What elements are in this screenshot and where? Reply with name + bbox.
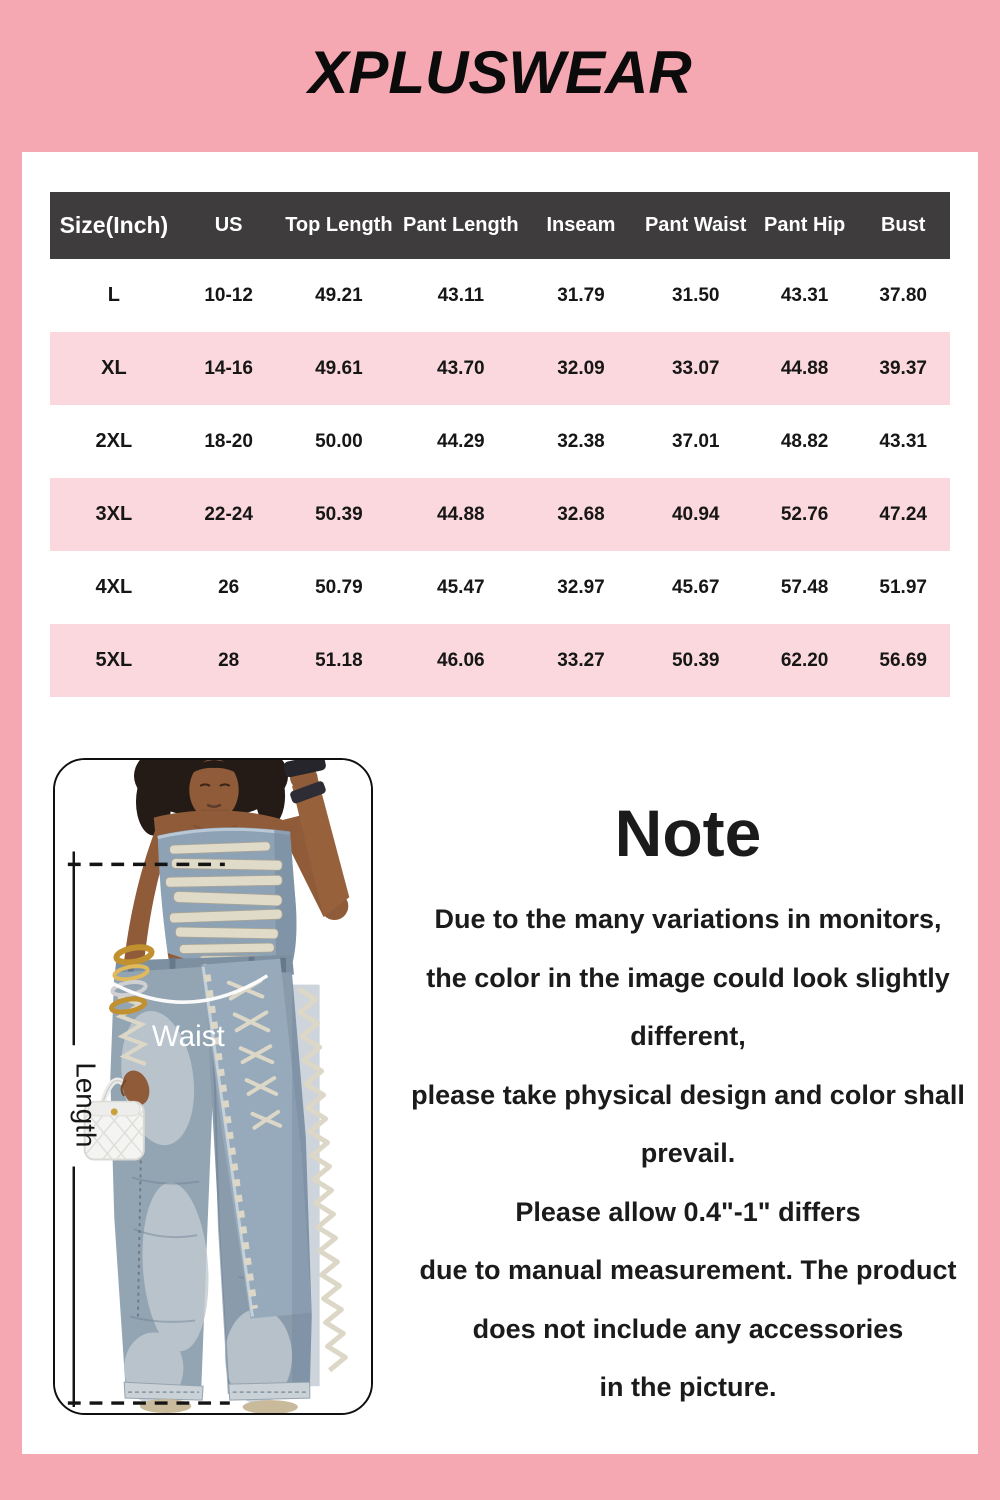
- note-line: Please allow 0.4"-1" differs: [515, 1196, 861, 1227]
- cell-us: 26: [218, 576, 240, 598]
- cell-us: 10-12: [204, 284, 253, 306]
- col-header-us: US: [178, 192, 280, 259]
- col-header-bust: Bust: [856, 192, 950, 259]
- cell-bust: 47.24: [879, 503, 927, 525]
- model-figure-illustration: [55, 760, 371, 1413]
- cell-bust: 51.97: [879, 576, 927, 598]
- length-label: Length: [70, 1062, 102, 1148]
- cell-size: 5XL: [95, 649, 133, 671]
- cell-top-length: 50.00: [315, 430, 363, 452]
- content-card: [22, 152, 978, 1454]
- cell-top-length: 50.79: [315, 576, 363, 598]
- cell-inseam: 31.79: [557, 284, 605, 306]
- cell-bust: 39.37: [879, 357, 927, 379]
- note-section: [400, 798, 976, 1417]
- table-row: [50, 259, 950, 332]
- cell-top-length: 49.61: [315, 357, 363, 379]
- cell-size: 4XL: [95, 576, 133, 598]
- cell-top-length: 50.39: [315, 503, 363, 525]
- cell-pant-length: 43.11: [437, 284, 485, 306]
- denim-top: [158, 827, 297, 964]
- cell-pant-hip: 62.20: [780, 649, 829, 671]
- col-header-size: Size(Inch): [50, 192, 178, 259]
- cell-pant-length: 46.06: [437, 649, 485, 671]
- table-row: [50, 405, 950, 478]
- cell-inseam: 32.68: [557, 503, 605, 525]
- cell-pant-hip: 57.48: [780, 576, 829, 598]
- cell-pant-waist: 33.07: [671, 357, 720, 379]
- table-row: [50, 624, 950, 697]
- cell-pant-hip: 48.82: [780, 430, 829, 452]
- cell-us: 14-16: [204, 357, 253, 379]
- cell-pant-waist: 50.39: [671, 649, 720, 671]
- cell-size: 3XL: [95, 503, 133, 525]
- cell-us: 22-24: [204, 503, 253, 525]
- cell-bust: 43.31: [879, 430, 927, 452]
- cell-inseam: 32.38: [557, 430, 605, 452]
- cell-bust: 37.80: [879, 284, 927, 306]
- cell-inseam: 32.09: [557, 357, 605, 379]
- cell-size: 2XL: [95, 430, 133, 452]
- note-line: in the picture.: [599, 1372, 777, 1402]
- cell-pant-length: 43.70: [437, 357, 485, 379]
- note-line: does not include any accessories: [472, 1313, 904, 1344]
- cell-pant-waist: 31.50: [671, 284, 720, 306]
- cell-pant-hip: 52.76: [780, 503, 829, 525]
- table-header-row: [50, 192, 950, 259]
- product-measurement-image: [53, 758, 373, 1415]
- note-line: due to manual measurement. The product: [419, 1255, 957, 1285]
- table-row: [50, 551, 950, 624]
- table-row: [50, 478, 950, 551]
- cell-size: L: [107, 284, 120, 306]
- cell-pant-hip: 43.31: [780, 284, 829, 306]
- cell-bust: 56.69: [879, 649, 927, 671]
- cell-us: 18-20: [204, 430, 253, 452]
- cell-pant-length: 44.88: [437, 503, 485, 525]
- cell-pant-hip: 44.88: [780, 357, 829, 379]
- note-line: please take physical design and color shall prevail.: [411, 1079, 965, 1168]
- table-row: [50, 332, 950, 405]
- cell-pant-length: 45.47: [437, 576, 485, 598]
- note-line: the color in the image could look slightly different,: [426, 962, 950, 1051]
- cell-inseam: 32.97: [557, 576, 605, 598]
- distressed-stripes: [166, 842, 283, 964]
- cell-top-length: 49.21: [315, 284, 363, 306]
- col-header-pant-hip: Pant Hip: [753, 192, 857, 259]
- cell-size: XL: [101, 357, 127, 379]
- jeans: [110, 955, 345, 1413]
- col-header-pant-length: Pant Length: [398, 192, 523, 259]
- cell-inseam: 33.27: [557, 649, 605, 671]
- cell-pant-waist: 45.67: [671, 576, 720, 598]
- cell-pant-waist: 40.94: [671, 503, 720, 525]
- note-title: Note: [614, 796, 762, 870]
- col-header-pant-waist: Pant Waist: [639, 192, 753, 259]
- cell-pant-waist: 37.01: [671, 430, 720, 452]
- size-chart-table: [50, 192, 950, 697]
- col-header-top-length: Top Length: [279, 192, 398, 259]
- brand-logo: XPLUSWEAR: [308, 39, 692, 106]
- cell-top-length: 51.18: [315, 649, 363, 671]
- note-line: Due to the many variations in monitors,: [434, 904, 942, 934]
- cell-pant-length: 44.29: [437, 430, 485, 452]
- col-header-inseam: Inseam: [523, 192, 638, 259]
- cell-us: 28: [218, 649, 240, 671]
- waist-label: Waist: [151, 1020, 225, 1054]
